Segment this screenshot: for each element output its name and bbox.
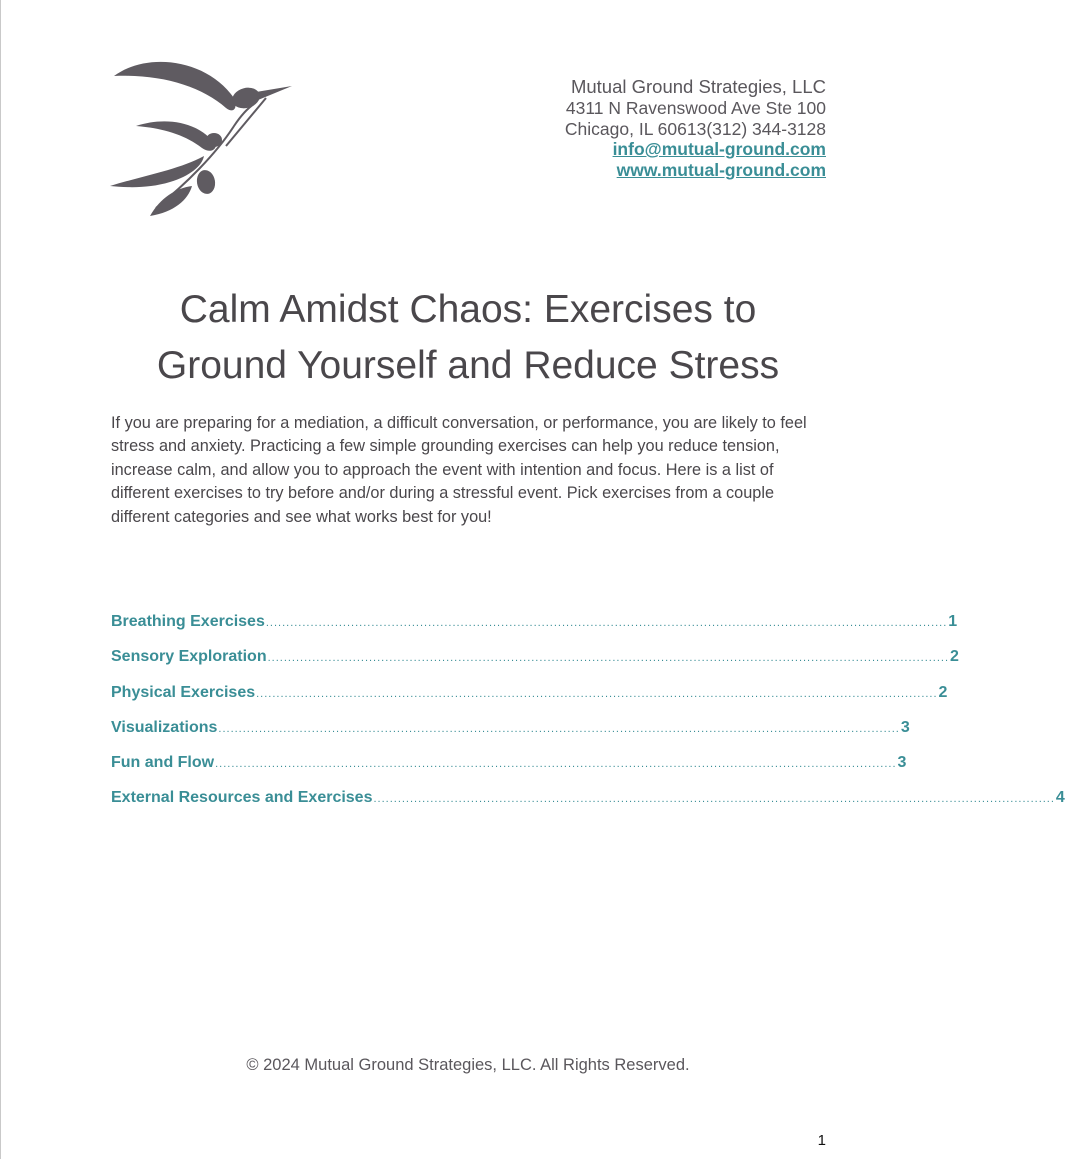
hummingbird-branch-logo <box>106 58 296 222</box>
contact-block <box>565 76 826 180</box>
page-title <box>60 282 876 394</box>
logo-leaf-bottom <box>150 186 192 216</box>
address-line-1: 4311 N Ravenswood Ave Ste 100 <box>565 98 826 118</box>
toc-item-sensory-exploration[interactable] <box>111 648 959 683</box>
toc-page: 3 <box>900 718 910 736</box>
copyright-footer: © 2024 Mutual Ground Strategies, LLC. All Rights Reserved. <box>246 1056 690 1074</box>
toc-item-physical-exercises[interactable] <box>111 683 948 719</box>
toc-label: Physical Exercises <box>111 683 256 701</box>
title-line-2: Ground Yourself and Reduce Stress <box>156 344 780 387</box>
toc-leader: ........................................................................................................................................................................ <box>218 722 900 735</box>
company-name: Mutual Ground Strategies, LLC <box>570 76 826 97</box>
toc-page: 2 <box>938 683 948 701</box>
table-of-contents <box>111 613 1065 825</box>
title-line-1: Calm Amidst Chaos: Exercises to <box>179 288 757 331</box>
toc-label: Fun and Flow <box>111 754 215 772</box>
toc-label: Visualizations <box>111 718 218 736</box>
logo-leaf-lower <box>110 156 204 187</box>
toc-leader: ........................................................................................................................................................................ <box>215 758 897 771</box>
website-link[interactable]: www.mutual-ground.com <box>616 159 826 180</box>
logo-leaf-top <box>114 62 236 111</box>
email-link[interactable]: info@mutual-ground.com <box>612 139 826 160</box>
toc-page: 1 <box>948 613 958 630</box>
toc-label: Breathing Exercises <box>111 613 265 630</box>
toc-leader: ........................................................................................................................................................................ <box>373 793 1055 806</box>
toc-leader: ........................................................................................................................................................................ <box>267 652 950 665</box>
toc-leader: ........................................................................................................................................................................ <box>256 687 938 700</box>
toc-label: Sensory Exploration <box>111 648 267 666</box>
toc-item-fun-and-flow[interactable] <box>111 754 907 789</box>
toc-label: External Resources and Exercises <box>111 789 373 807</box>
toc-page: 3 <box>897 754 907 772</box>
toc-page: 2 <box>950 648 959 666</box>
toc-item-breathing-exercises[interactable] <box>111 613 958 648</box>
toc-item-external-resources[interactable] <box>111 789 1065 824</box>
page-number: 1 <box>817 1132 826 1149</box>
logo-berry-2 <box>195 169 217 196</box>
intro-paragraph: If you are preparing for a mediation, a difficult conversation, or performance, you are likely to feel stress and anxiety. Practicing a few simple grounding exercises can help you reduce tension, increase calm, and allow you to approach the event with intention and focus. Here is a list of different exercises to try before and/or during a stressful event. Pick exercises from a couple different categories and see what works best for you! <box>111 414 807 526</box>
logo-leaf-middle <box>136 121 216 150</box>
toc-leader: ........................................................................................................................................................................ <box>265 617 948 629</box>
address-line-2: Chicago, IL 60613(312) 344-3128 <box>564 118 826 139</box>
page-border <box>0 0 1 1159</box>
logo-bird-beak <box>256 86 292 100</box>
toc-page: 4 <box>1055 789 1065 807</box>
toc-item-visualizations[interactable] <box>111 718 910 754</box>
